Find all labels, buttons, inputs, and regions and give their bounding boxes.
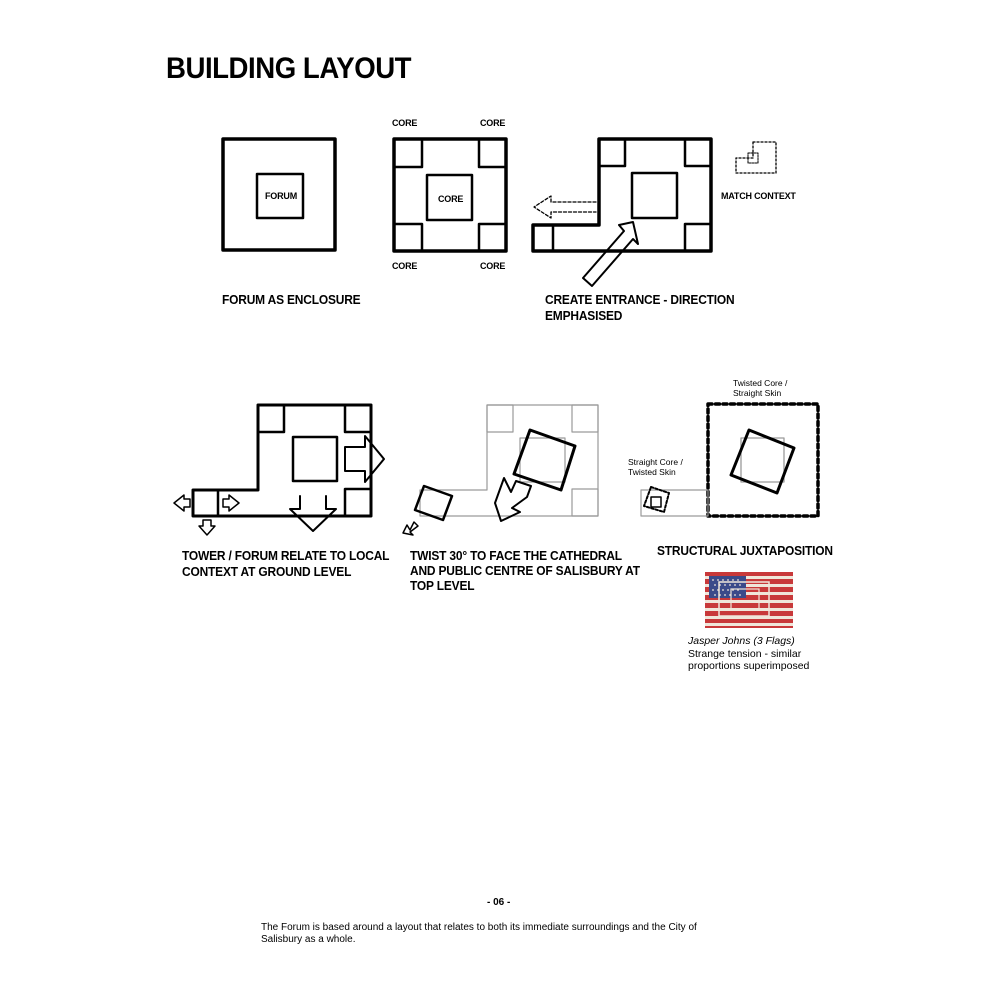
core-label-center: CORE <box>438 194 464 204</box>
entrance-caption-line1: CREATE ENTRANCE - DIRECTION <box>545 292 735 307</box>
small-arrow-left <box>174 495 190 511</box>
core-label-bottom-right: CORE <box>480 261 506 271</box>
twist-caption-line3: TOP LEVEL <box>410 578 475 593</box>
core-top-right <box>479 139 506 167</box>
straight-core-grey <box>741 438 784 482</box>
small-arrow-down <box>199 520 215 535</box>
reference-caption <box>688 635 809 673</box>
arrow-down <box>290 496 336 531</box>
enclosure-caption: FORUM AS ENCLOSURE <box>222 292 361 307</box>
straight-core-small <box>651 497 661 507</box>
core-label-top-right: CORE <box>480 118 506 128</box>
reference-line3: proportions superimposed <box>688 660 810 672</box>
twist-caption-line2: AND PUBLIC CENTRE OF SALISBURY AT <box>410 563 640 578</box>
entrance-caption-line2: EMPHASISED <box>545 308 623 323</box>
flag-image <box>705 572 793 628</box>
twist-diagram <box>403 405 598 535</box>
twist-caption-line1: TWIST 30° TO FACE THE CATHEDRAL <box>410 548 622 563</box>
forum-label: FORUM <box>265 191 297 201</box>
twist-arrow <box>495 478 531 521</box>
twisted-core-note-line1: Twisted Core / <box>733 378 788 388</box>
straight-core-note-line1: Straight Core / <box>628 457 683 467</box>
match-context-label: MATCH CONTEXT <box>721 191 796 201</box>
core-label-bottom-left: CORE <box>392 261 418 271</box>
core-label-top-left: CORE <box>392 118 418 128</box>
twist-small-arrow <box>403 522 418 535</box>
arrow-right <box>345 436 384 482</box>
straight-core-note-line2: Twisted Skin <box>628 467 676 477</box>
match-context-sketch <box>736 142 776 173</box>
tower-caption-line1: TOWER / FORUM RELATE TO LOCAL <box>182 548 390 563</box>
dashed-skin-square <box>708 404 818 516</box>
twisted-core-square <box>514 430 575 490</box>
core-bottom-right <box>479 224 506 251</box>
footer-text: The Forum is based around a layout that relates to both its immediate surroundings and the City of Salisbury as a whole. <box>261 922 697 945</box>
dashed-direction-arrow <box>534 196 596 218</box>
reference-line2: Strange tension - similar <box>688 647 802 660</box>
page-number: - 06 - <box>487 897 511 908</box>
tower-caption-line2: CONTEXT AT GROUND LEVEL <box>182 564 352 579</box>
juxtaposition-caption: STRUCTURAL JUXTAPOSITION <box>657 543 833 558</box>
core-bottom-left <box>394 224 422 251</box>
twisted-core-note-line2: Straight Skin <box>733 388 782 398</box>
reference-artist: Jasper Johns (3 Flags) <box>688 635 795 647</box>
tower-diagram <box>174 405 384 535</box>
entrance-arrow <box>583 222 638 286</box>
twisted-skin-small <box>644 487 669 512</box>
small-arrow-right <box>223 495 239 511</box>
core-top-left <box>394 139 422 167</box>
page-title: BUILDING LAYOUT <box>166 52 412 85</box>
entrance-diagram <box>533 139 776 286</box>
